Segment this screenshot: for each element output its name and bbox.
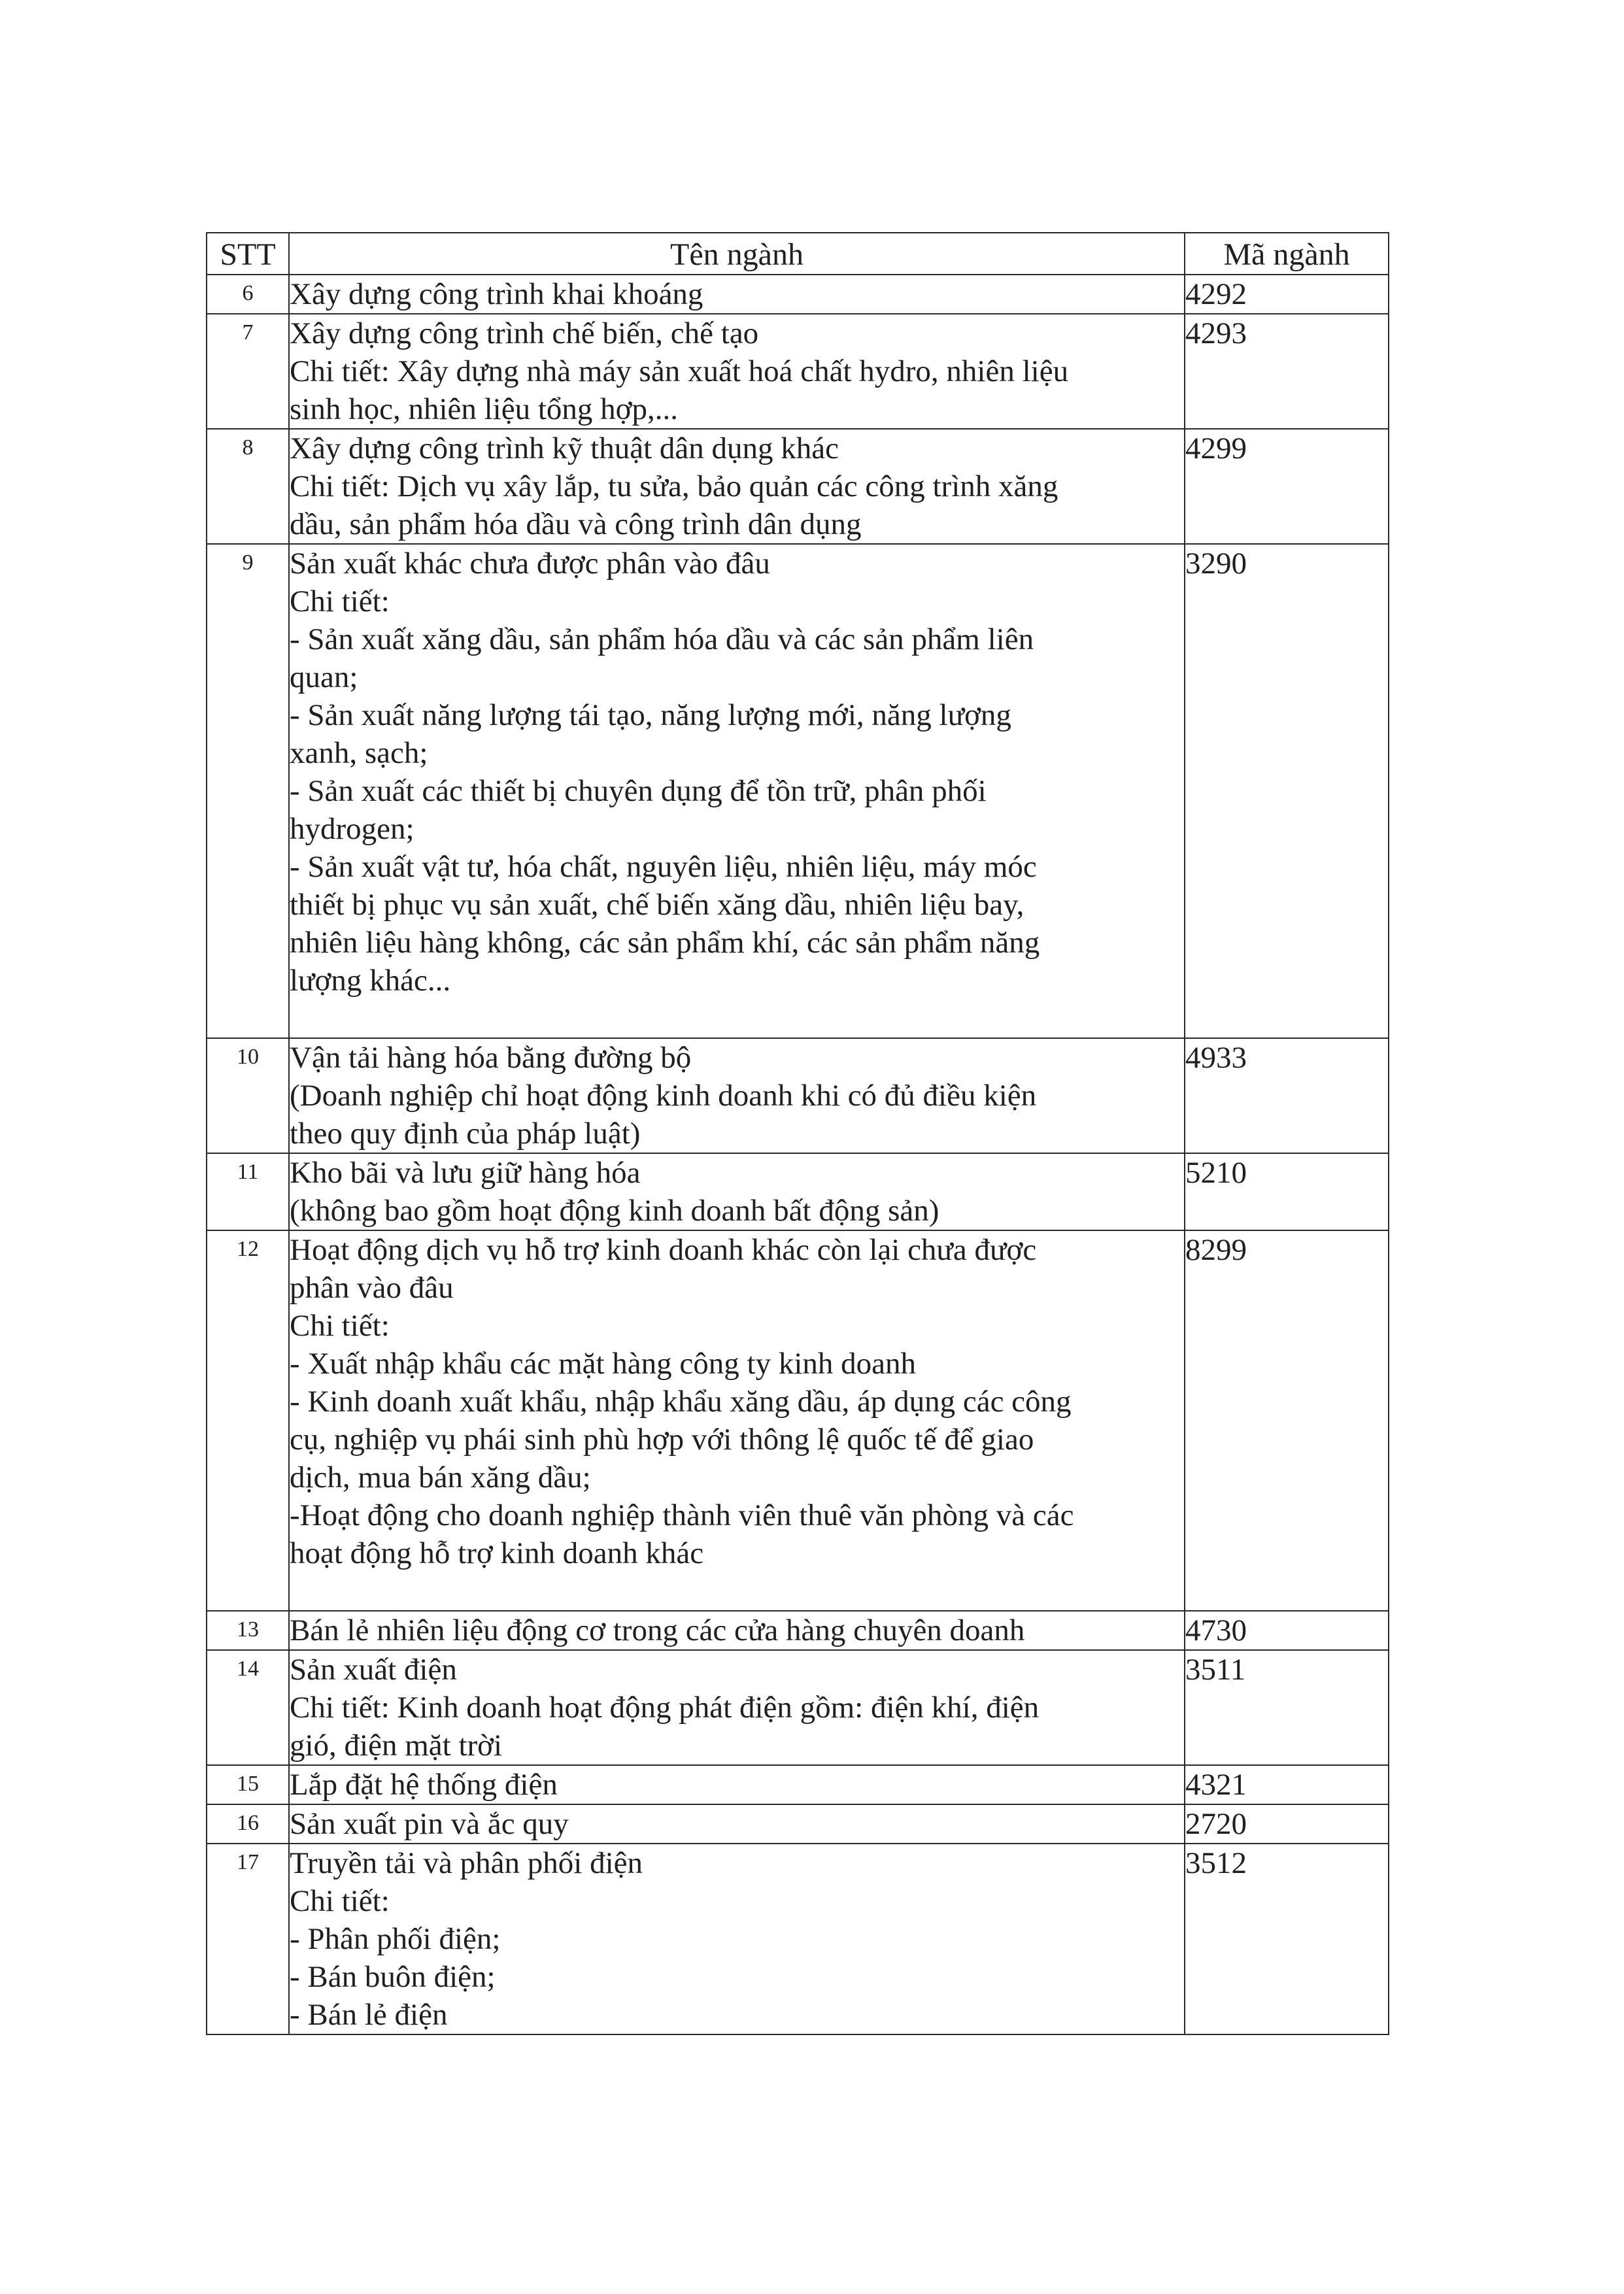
table-row [207,314,1389,429]
row-name-line: - Sản xuất vật tư, hóa chất, nguyên liệu, nhiên liệu, máy móc [290,850,1037,884]
row-code: 4730 [1185,1611,1389,1650]
row-name-line: xanh, sạch; [290,736,428,770]
header-code: Mã ngành [1185,233,1389,275]
row-stt: 16 [207,1804,289,1844]
business-lines-table [206,232,1389,2035]
row-name-line: Xây dựng công trình kỹ thuật dân dụng khác [290,431,839,465]
row-code: 2720 [1185,1804,1389,1844]
table-row [207,1844,1389,2034]
row-name-line: quan; [290,660,358,694]
row-code: 5210 [1185,1153,1389,1230]
row-name-line: lượng khác... [290,964,451,998]
row-stt: 7 [207,314,289,429]
row-code: 3290 [1185,544,1389,1038]
row-stt: 9 [207,544,289,1038]
row-name-line: theo quy định của pháp luật) [290,1117,641,1151]
row-name-line: phân vào đâu [290,1271,454,1305]
row-stt: 14 [207,1650,289,1765]
row-name-line: Lắp đặt hệ thống điện [290,1768,558,1802]
row-name-line: Bán lẻ nhiên liệu động cơ trong các cửa hàng chuyên doanh [290,1613,1025,1647]
row-name [289,544,1185,1038]
row-name-line: Xây dựng công trình chế biến, chế tạo [290,316,759,350]
row-name [289,1611,1185,1650]
row-name [289,1844,1185,2034]
row-name-line: Chi tiết: Kinh doanh hoạt động phát điện gồm: điện khí, điện [290,1691,1040,1725]
table-body [207,275,1389,2034]
row-name [289,275,1185,314]
row-name-line: Sản xuất pin và ắc quy [290,1807,569,1841]
row-name [289,429,1185,544]
row-code: 4321 [1185,1765,1389,1804]
row-name [289,1153,1185,1230]
row-stt: 10 [207,1038,289,1153]
row-name-line: Sản xuất khác chưa được phân vào đâu [290,547,770,581]
row-name-line: - Xuất nhập khẩu các mặt hàng công ty kinh doanh [290,1347,916,1381]
row-name-line: - Bán lẻ điện [290,1998,448,2032]
row-name-line: Chi tiết: [290,584,390,618]
row-code: 3511 [1185,1650,1389,1765]
row-stt: 11 [207,1153,289,1230]
row-name-line: dầu, sản phẩm hóa dầu và công trình dân dụng [290,507,862,541]
row-name-line: - Phân phối điện; [290,1922,501,1956]
row-name-line: - Sản xuất năng lượng tái tạo, năng lượng mới, năng lượng [290,698,1011,732]
row-name-line: Chi tiết: Dịch vụ xây lắp, tu sửa, bảo quản các công trình xăng [290,469,1058,503]
row-stt: 8 [207,429,289,544]
row-name-line: Chi tiết: [290,1884,390,1918]
row-code: 4292 [1185,275,1389,314]
row-stt: 17 [207,1844,289,2034]
row-name-line: Chi tiết: [290,1309,390,1343]
row-stt: 6 [207,275,289,314]
row-code: 4299 [1185,429,1389,544]
table-row [207,1230,1389,1611]
row-name-line: nhiên liệu hàng không, các sản phẩm khí, các sản phẩm năng [290,926,1040,960]
row-name [289,1650,1185,1765]
row-name-line: hydrogen; [290,812,414,846]
row-name-line: Xây dựng công trình khai khoáng [290,277,703,311]
row-name-line: cụ, nghiệp vụ phái sinh phù hợp với thông lệ quốc tế để giao [290,1423,1034,1457]
row-stt: 12 [207,1230,289,1611]
row-name [289,1230,1185,1611]
row-name-line: sinh học, nhiên liệu tổng hợp,... [290,392,679,426]
row-name-line: gió, điện mặt trời [290,1729,503,1763]
row-name [289,1038,1185,1153]
row-name-line: Chi tiết: Xây dựng nhà máy sản xuất hoá chất hydro, nhiên liệu [290,354,1069,388]
row-name-line: dịch, mua bán xăng dầu; [290,1460,591,1494]
row-name [289,1765,1185,1804]
row-name [289,1804,1185,1844]
row-name-line: Truyền tải và phân phối điện [290,1846,643,1880]
table-row [207,544,1389,1038]
row-spacer [290,1000,1184,1037]
row-name-line: thiết bị phục vụ sản xuất, chế biến xăng dầu, nhiên liệu bay, [290,888,1024,922]
row-name-line: (Doanh nghiệp chỉ hoạt động kinh doanh khi có đủ điều kiện [290,1079,1037,1113]
row-name-line: Kho bãi và lưu giữ hàng hóa [290,1156,641,1190]
row-name-line: Hoạt động dịch vụ hỗ trợ kinh doanh khác còn lại chưa được [290,1233,1037,1267]
row-code: 4933 [1185,1038,1389,1153]
table-row [207,1153,1389,1230]
table-row [207,429,1389,544]
row-code: 4293 [1185,314,1389,429]
row-name-line: (không bao gồm hoạt động kinh doanh bất động sản) [290,1194,939,1228]
row-name-line: - Bán buôn điện; [290,1960,496,1994]
table-row [207,1038,1389,1153]
header-name: Tên ngành [289,233,1185,275]
row-name-line: - Kinh doanh xuất khẩu, nhập khẩu xăng dầu, áp dụng các công [290,1385,1072,1419]
row-name [289,314,1185,429]
row-name-line: hoạt động hỗ trợ kinh doanh khác [290,1536,704,1570]
row-name-line: -Hoạt động cho doanh nghiệp thành viên thuê văn phòng và các [290,1498,1074,1532]
row-stt: 15 [207,1765,289,1804]
row-code: 8299 [1185,1230,1389,1611]
table-row [207,1650,1389,1765]
table-row [207,1765,1389,1804]
header-stt: STT [207,233,289,275]
row-name-line: - Sản xuất các thiết bị chuyên dụng để tồn trữ, phân phối [290,774,987,808]
table-row [207,1611,1389,1650]
row-name-line: - Sản xuất xăng dầu, sản phẩm hóa dầu và các sản phẩm liên [290,622,1034,656]
table-row [207,275,1389,314]
row-name-line: Sản xuất điện [290,1653,457,1687]
table-header-row [207,233,1389,275]
row-spacer [290,1572,1184,1610]
row-stt: 13 [207,1611,289,1650]
row-name-line: Vận tải hàng hóa bằng đường bộ [290,1041,692,1075]
row-code: 3512 [1185,1844,1389,2034]
table-row [207,1804,1389,1844]
